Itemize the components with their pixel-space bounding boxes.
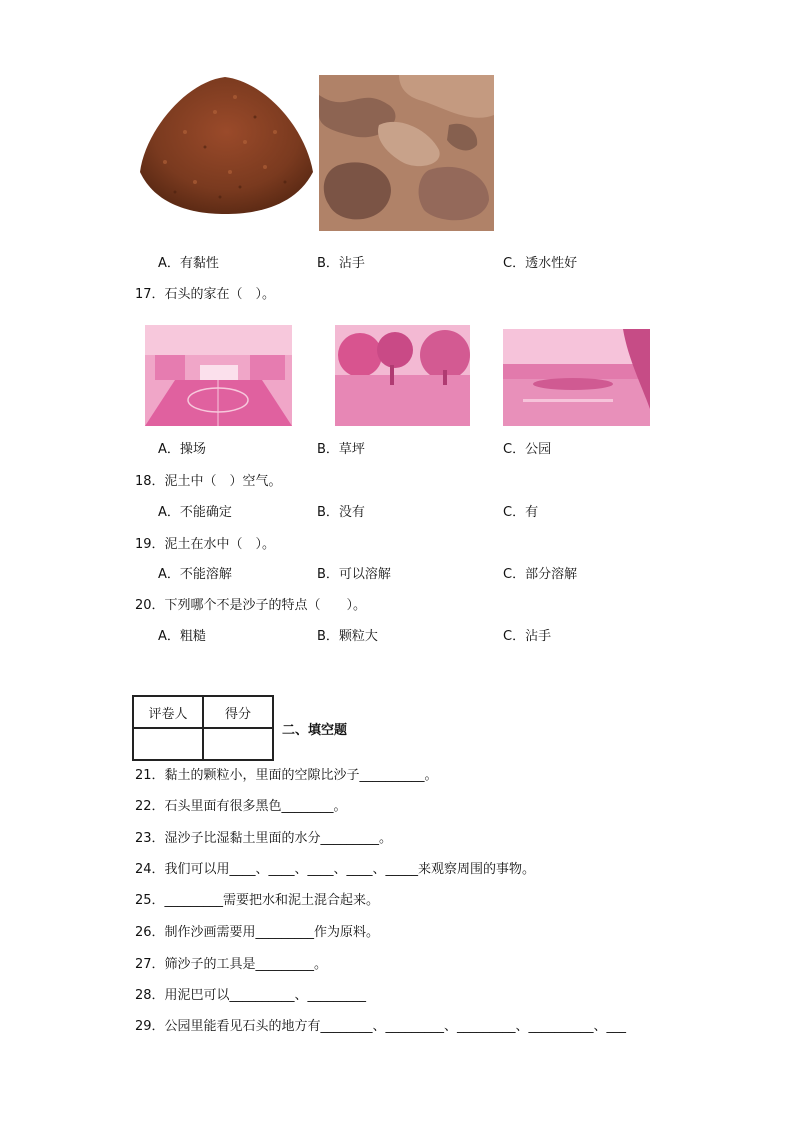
q20-option-a[interactable]: A．粗糙	[158, 629, 206, 644]
q20-stem: 20．下列哪个不是沙子的特点（ ）。	[135, 598, 367, 613]
q16-option-b[interactable]: B．沾手	[317, 256, 365, 271]
q25: 25．_________需要把水和泥土混合起来。	[135, 893, 380, 908]
q16-option-a[interactable]: A．有黏性	[158, 256, 219, 271]
q19-stem: 19．泥土在水中（ ）。	[135, 537, 276, 552]
score-table	[132, 695, 274, 761]
q20-option-c[interactable]: C．沾手	[503, 629, 552, 644]
q24: 24．我们可以用____、____、____、____、_____来观察周围的事物。	[135, 862, 536, 877]
q19-option-c[interactable]: C．部分溶解	[503, 567, 578, 582]
wet-mud-image	[319, 75, 494, 231]
section-title: 二、填空题	[282, 723, 348, 738]
playground-image	[145, 325, 292, 426]
park-image	[503, 329, 650, 426]
q17-stem: 17．石头的家在（ ）。	[135, 287, 276, 302]
q18-stem: 18．泥土中（ ）空气。	[135, 474, 282, 489]
score-header: 得分	[203, 696, 273, 728]
q20-option-b[interactable]: B．颗粒大	[317, 629, 378, 644]
q16-option-c[interactable]: C．透水性好	[503, 256, 578, 271]
q17-option-a[interactable]: A．操场	[158, 442, 206, 457]
q27: 27．筛沙子的工具是_________。	[135, 957, 328, 972]
q29: 29．公园里能看见石头的地方有________、_________、_________、__________、___	[135, 1019, 627, 1034]
q18-option-c[interactable]: C．有	[503, 505, 539, 520]
q21: 21．黏土的颗粒小，里面的空隙比沙子__________。	[135, 768, 438, 783]
reviewer-cell[interactable]	[133, 728, 203, 760]
q22: 22．石头里面有很多黑色________。	[135, 799, 347, 814]
lawn-image	[335, 325, 470, 426]
q19-option-b[interactable]: B．可以溶解	[317, 567, 391, 582]
q17-option-b[interactable]: B．草坪	[317, 442, 365, 457]
score-cell[interactable]	[203, 728, 273, 760]
dry-soil-pile-image	[135, 72, 315, 217]
q23: 23．湿沙子比湿黏土里面的水分_________。	[135, 831, 393, 846]
q26: 26．制作沙画需要用_________作为原料。	[135, 925, 380, 940]
reviewer-header: 评卷人	[133, 696, 203, 728]
q19-option-a[interactable]: A．不能溶解	[158, 567, 232, 582]
q18-option-b[interactable]: B．没有	[317, 505, 365, 520]
q17-option-c[interactable]: C．公园	[503, 442, 552, 457]
q18-option-a[interactable]: A．不能确定	[158, 505, 232, 520]
q28: 28．用泥巴可以__________、_________	[135, 988, 367, 1003]
